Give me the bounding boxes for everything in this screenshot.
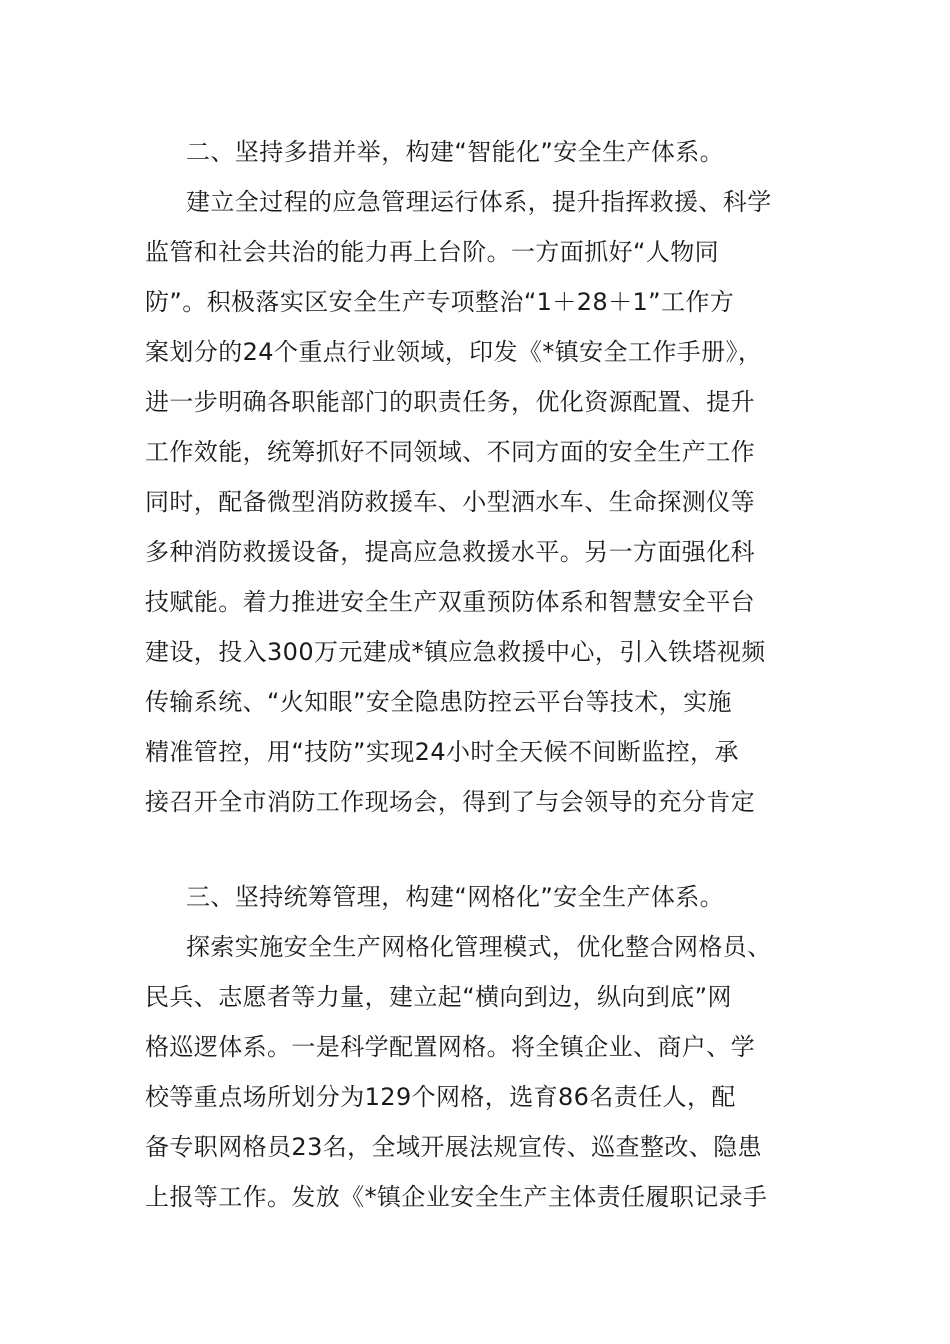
paragraph-line: 建立全过程的应急管理运行体系，提升指挥救援、科学 [186,188,772,216]
paragraph-line: 案划分的24个重点行业领域，印发《*镇安全工作手册》， [145,338,763,366]
paragraph-line: 同时，配备微型消防救援车、小型洒水车、生命探测仪等 [145,488,755,516]
paragraph-line: 上报等工作。发放《*镇企业安全生产主体责任履职记录手 [145,1183,768,1211]
paragraph-line: 格巡逻体系。一是科学配置网格。将全镇企业、商户、学 [145,1033,755,1061]
paragraph-line: 传输系统、“火知眼”安全隐患防控云平台等技术，实施 [145,688,732,716]
paragraph-line: 建设，投入300万元建成*镇应急救援中心，引入铁塔视频 [145,638,766,666]
paragraph-line: 探索实施安全生产网格化管理模式，优化整合网格员、 [186,933,772,961]
paragraph-line: 工作效能，统筹抓好不同领域、不同方面的安全生产工作 [145,438,755,466]
paragraph-line: 民兵、志愿者等力量，建立起“横向到边，纵向到底”网 [145,983,732,1011]
paragraph-line: 监管和社会共治的能力再上台阶。一方面抓好“人物同 [145,238,720,266]
paragraph-line: 技赋能。着力推进安全生产双重预防体系和智慧安全平台 [145,588,755,616]
paragraph-line: 多种消防救援设备，提高应急救援水平。另一方面强化科 [145,538,755,566]
section-heading-2: 二、坚持多措并举，构建“智能化”安全生产体系。 [186,138,725,166]
paragraph-line: 进一步明确各职能部门的职责任务，优化资源配置、提升 [145,388,755,416]
paragraph-line: 精准管控，用“技防”实现24小时全天候不间断监控，承 [145,738,739,766]
paragraph-line: 校等重点场所划分为129个网格，选育86名责任人，配 [145,1083,736,1111]
section-heading-3: 三、坚持统筹管理，构建“网格化”安全生产体系。 [186,883,725,911]
paragraph-line: 备专职网格员23名，全域开展法规宣传、巡查整改、隐患 [145,1133,762,1161]
paragraph-line: 接召开全市消防工作现场会，得到了与会领导的充分肯定 [145,788,755,816]
paragraph-line: 防”。积极落实区安全生产专项整治“1＋28＋1”工作方 [145,288,735,316]
